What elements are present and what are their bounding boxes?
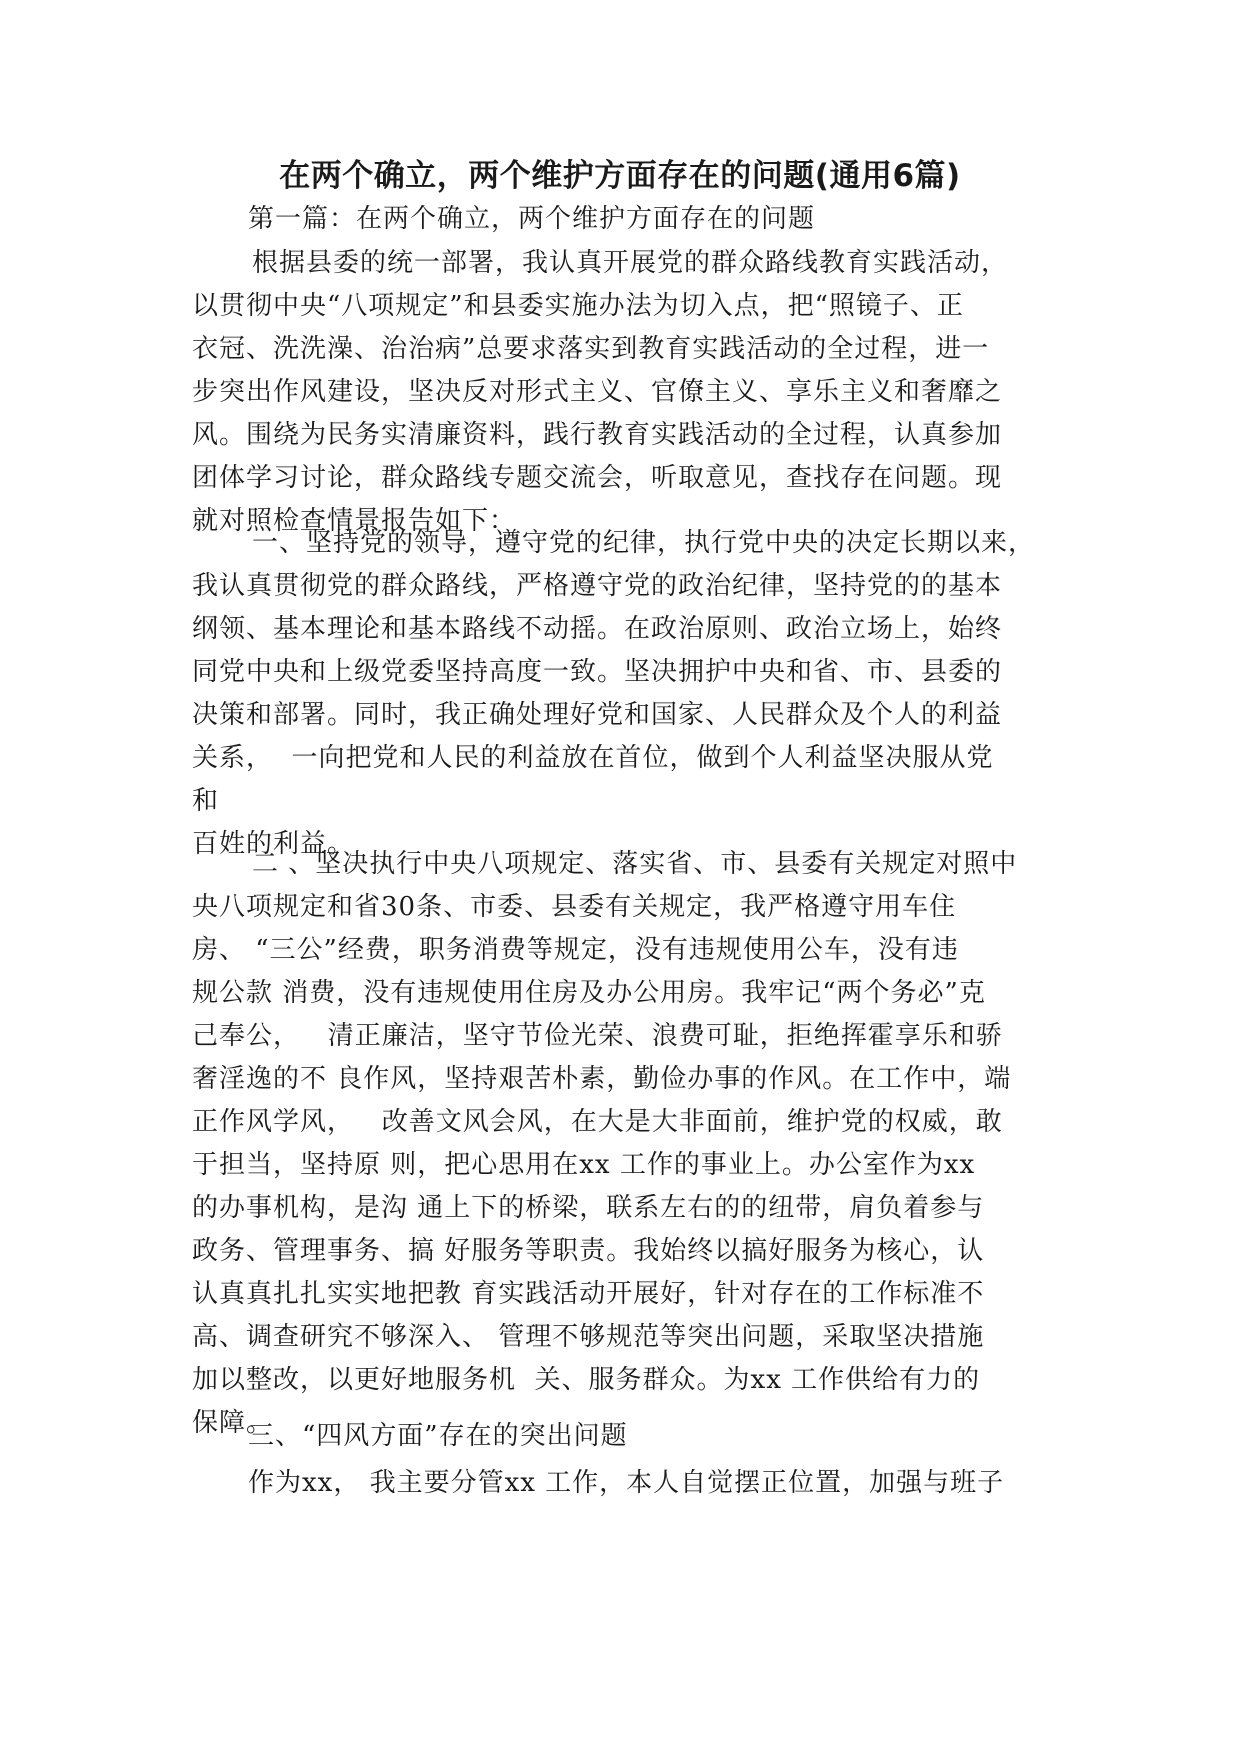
text-line: 决策和部署。同时，我正确处理好党和国家、人民群众及个人的利益 (192, 700, 1003, 730)
text-line: 衣冠、洗洗澡、治治病”总要求落实到教育实践活动的全过程，进一 (192, 334, 990, 364)
text-line: 二 、坚决执行中央八项规定、落实省、市、县委有关规定对照中 (252, 849, 1018, 879)
section-3-heading: 三、“四风方面”存在的突出问题 (248, 1421, 628, 1451)
text-line: 正作风学风， 改善文风会风，在大是大非面前，维护党的权威，敢 (192, 1107, 1003, 1137)
text-line: 同党中央和上级党委坚持高度一致。坚决拥护中央和省、市、县委的 (192, 657, 1003, 687)
text-line: 步突出作风建设，坚决反对形式主义、官僚主义、享乐主义和奢靡之 (192, 377, 1003, 407)
intro-paragraph (192, 242, 1072, 543)
text-line: 保障。 (192, 1408, 274, 1438)
section-3-first-line: 作为xx， 我主要分管xx 工作，本人自觉摆正位置，加强与班子 (248, 1468, 1005, 1498)
section-1-paragraph (192, 522, 1072, 866)
text-line: 奢淫逸的不 良作风，坚持艰苦朴素，勤俭办事的作风。在工作中，端 (192, 1064, 1012, 1094)
text-line: 关系， 一向把党和人民的利益放在首位，做到个人利益坚决服从党 (192, 743, 994, 773)
text-line: 高、调查研究不够深入、 管理不够规范等突出问题，采取坚决措施 (192, 1322, 985, 1352)
text-line: 就对照检查情景报告如下： (192, 506, 517, 536)
text-line: 我认真贯彻党的群众路线，严格遵守党的政治纪律，坚持党的的基本 (192, 571, 1003, 601)
text-line: 纲领、基本理论和基本路线不动摇。在政治原则、政治立场上，始终 (192, 614, 1003, 644)
section-2-paragraph (192, 843, 1072, 1445)
text-line: 和 (192, 786, 220, 816)
text-line: 风。围绕为民务实清廉资料，践行教育实践活动的全过程，认真参加 (192, 420, 1003, 450)
text-line: 房、 “三公”经费，职务消费等规定，没有违规使用公车，没有违 (192, 935, 959, 965)
text-line: 根据县委的统一部署，我认真开展党的群众路线教育实践活动， (252, 248, 1009, 278)
text-line: 己奉公， 清正廉洁，坚守节俭光荣、浪费可耻，拒绝挥霍享乐和骄 (192, 1021, 1003, 1051)
document-subtitle: 第一篇：在两个确立，两个维护方面存在的问题 (248, 204, 816, 234)
text-line: 团体学习讨论，群众路线专题交流会，听取意见，查找存在问题。现 (192, 463, 1003, 493)
text-line: 的办事机构，是沟 通上下的桥梁，联系左右的的纽带，肩负着参与 (192, 1193, 985, 1223)
text-line: 认真真扎扎实实地把教 育实践活动开展好，针对存在的工作标准不 (192, 1279, 985, 1309)
document-title: 在两个确立，两个维护方面存在的问题(通用6篇) (279, 158, 961, 194)
text-line: 以贯彻中央“八项规定”和县委实施办法为切入点，把“照镜子、正 (192, 291, 964, 321)
text-line: 一、坚持党的领导，遵守党的纪律，执行党中央的决定长期以来， (252, 528, 1036, 558)
text-line: 政务、管理事务、搞 好服务等职责。我始终以搞好服务为核心，认 (192, 1236, 985, 1266)
text-line: 百姓的利益。 (192, 829, 355, 859)
text-line: 央八项规定和省30条、市委、县委有关规定，我严格遵守用车住 (192, 892, 957, 922)
text-line: 加以整改，以更好地服务机 关、服务群众。为xx 工作供给有力的 (192, 1365, 981, 1395)
text-line: 规公款 消费，没有违规使用住房及办公用房。我牢记“两个务必”克 (192, 978, 986, 1008)
text-line: 于担当，坚持原 则，把心思用在xx 工作的事业上。办公室作为xx (192, 1150, 976, 1180)
